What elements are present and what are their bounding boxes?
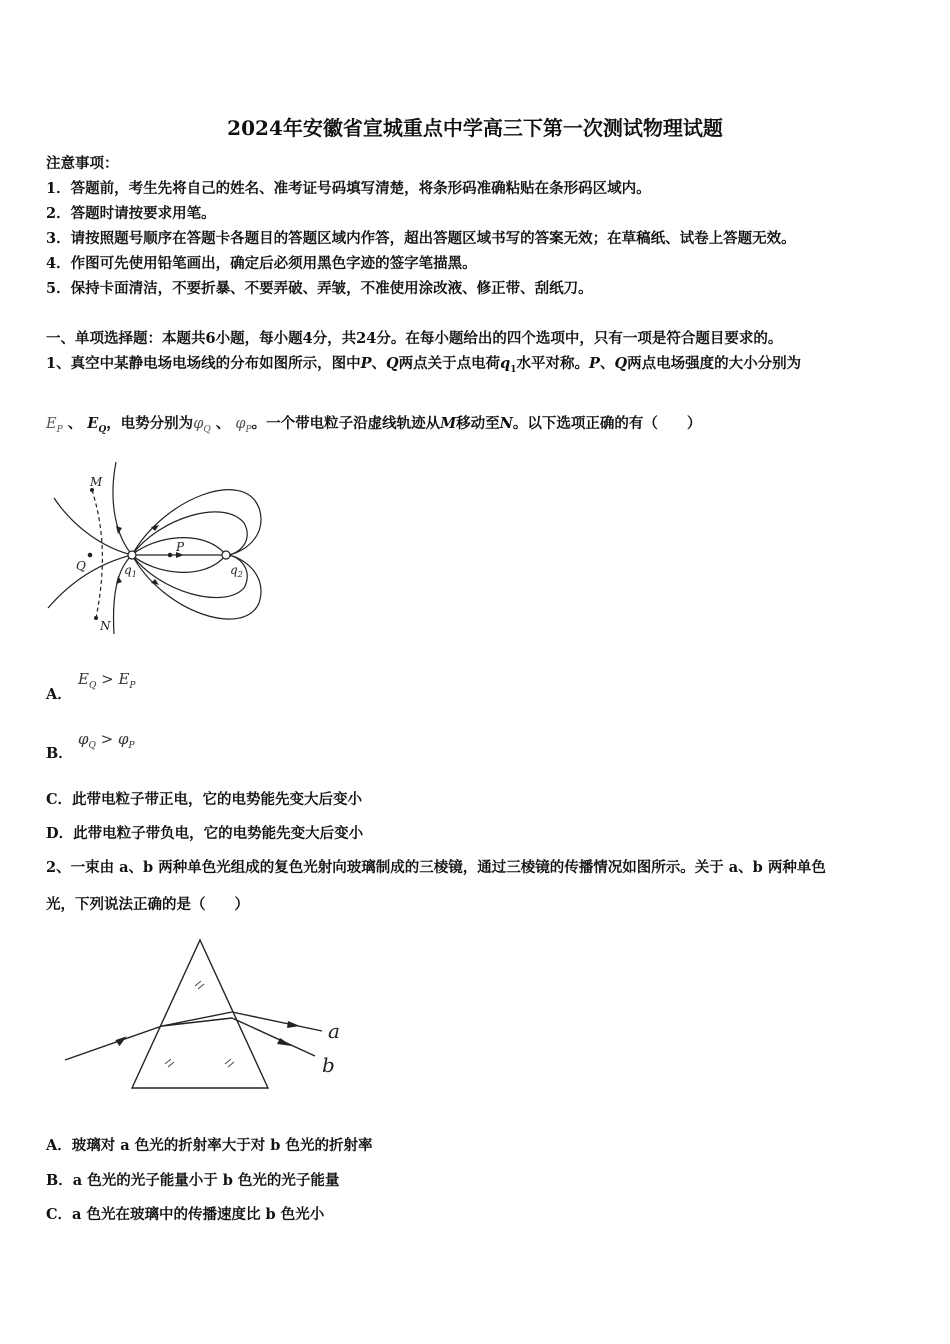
arrow-a-icon xyxy=(287,1021,300,1028)
label-n: N xyxy=(100,619,111,633)
q2-option-c: C．a 色光在玻璃中的传播速度比 b 色光小 xyxy=(46,1206,325,1223)
prism-outline xyxy=(132,940,268,1088)
q2-option-a: A．玻璃对 a 色光的折射率大于对 b 色光的折射率 xyxy=(46,1137,373,1154)
label-q2: $q_2$ xyxy=(230,563,243,579)
field-line-top xyxy=(113,462,132,555)
q2-stem-line1: 2、一束由 a、b 两种单色光组成的复色光射向玻璃制成的三棱镜，通过三棱镜的传播情况如图所示。关于 a、b 两种单色 xyxy=(46,859,826,876)
prism-figure xyxy=(60,934,360,1094)
eq-symbol: $E_Q$ xyxy=(87,415,107,435)
q1-stem-line1: 1、真空中某静电场电场线的分布如图所示，图中P、Q两点关于点电荷$q_1$水平对称。P、Q两点电场强度的大小分别为 xyxy=(46,355,802,375)
notice-item-3: 3．请按照题号顺序在答题卡各题目的答题区域内作答，超出答题区域书写的答案无效；在草稿纸、试卷上答题无效。 xyxy=(46,230,796,247)
label-p: P xyxy=(176,540,185,554)
phiq-symbol: $\varphi_Q$ xyxy=(193,416,211,435)
notice-item-1: 1．答题前，考生先将自己的姓名、准考证号码填写清楚，将条形码准确粘贴在条形码区域内。 xyxy=(46,180,651,197)
field-line-left-top xyxy=(54,498,132,555)
label-q1: $q_1$ xyxy=(124,563,137,579)
label-q: Q xyxy=(76,559,86,573)
q1-option-b-math: $\varphi_Q > \varphi_P$ xyxy=(78,730,135,751)
q1-stem-line2: $E_P$ 、 $E_Q$，电势分别为$\varphi_Q$ 、 $\varphi_P$。一个带电粒子沿虚线轨迹从M移动至N。以下选项正确的有（ ） xyxy=(46,415,702,435)
q1-option-d: D．此带电粒子带负电，它的电势能先变大后变小 xyxy=(46,825,364,842)
section-heading: 一、单项选择题：本题共6小题，每小题4分，共24分。在每小题给出的四个选项中，只有一项是符合题目要求的。 xyxy=(46,330,783,347)
field-line-upper-mid xyxy=(132,512,247,555)
q2-stem-line2: 光，下列说法正确的是（ ） xyxy=(46,896,249,913)
q2-option-b: B．a 色光的光子能量小于 b 色光的光子能量 xyxy=(46,1172,340,1189)
q1-option-a-label: A． xyxy=(46,686,72,703)
field-lines-figure xyxy=(44,458,274,636)
label-m: M xyxy=(90,475,103,489)
ep-symbol: $E_P$ xyxy=(46,416,63,435)
label-b: b xyxy=(322,1053,335,1077)
notice-heading: 注意事项： xyxy=(46,155,119,172)
q1-option-c: C．此带电粒子带正电，它的电势能先变大后变小 xyxy=(46,791,363,808)
notice-item-5: 5．保持卡面清洁，不要折暴、不要弄破、弄皱，不准使用涂改液、修正带、刮纸刀。 xyxy=(46,280,593,297)
point-p-icon xyxy=(168,553,173,558)
notice-item-4: 4．作图可先使用铅笔画出，确定后必须用黑色字迹的签字笔描黑。 xyxy=(46,255,477,272)
charge-q2-icon xyxy=(222,551,230,559)
page-title: 2024年安徽省宣城重点中学高三下第一次测试物理试题 xyxy=(227,116,723,140)
point-q-icon xyxy=(88,553,93,558)
q1-option-b-label: B． xyxy=(46,745,73,762)
field-line-upper-outer xyxy=(132,490,261,555)
phip-symbol: $\varphi_P$ xyxy=(235,416,252,435)
label-a: a xyxy=(328,1019,340,1043)
charge-q1-icon xyxy=(128,551,136,559)
field-line-lower-outer xyxy=(132,555,261,619)
particle-trajectory xyxy=(92,490,102,618)
q1-option-a-math: $E_Q > E_P$ xyxy=(78,670,136,691)
notice-item-2: 2．答题时请按要求用笔。 xyxy=(46,205,216,222)
point-n-icon xyxy=(94,616,98,620)
exit-ray-a xyxy=(232,1012,322,1031)
